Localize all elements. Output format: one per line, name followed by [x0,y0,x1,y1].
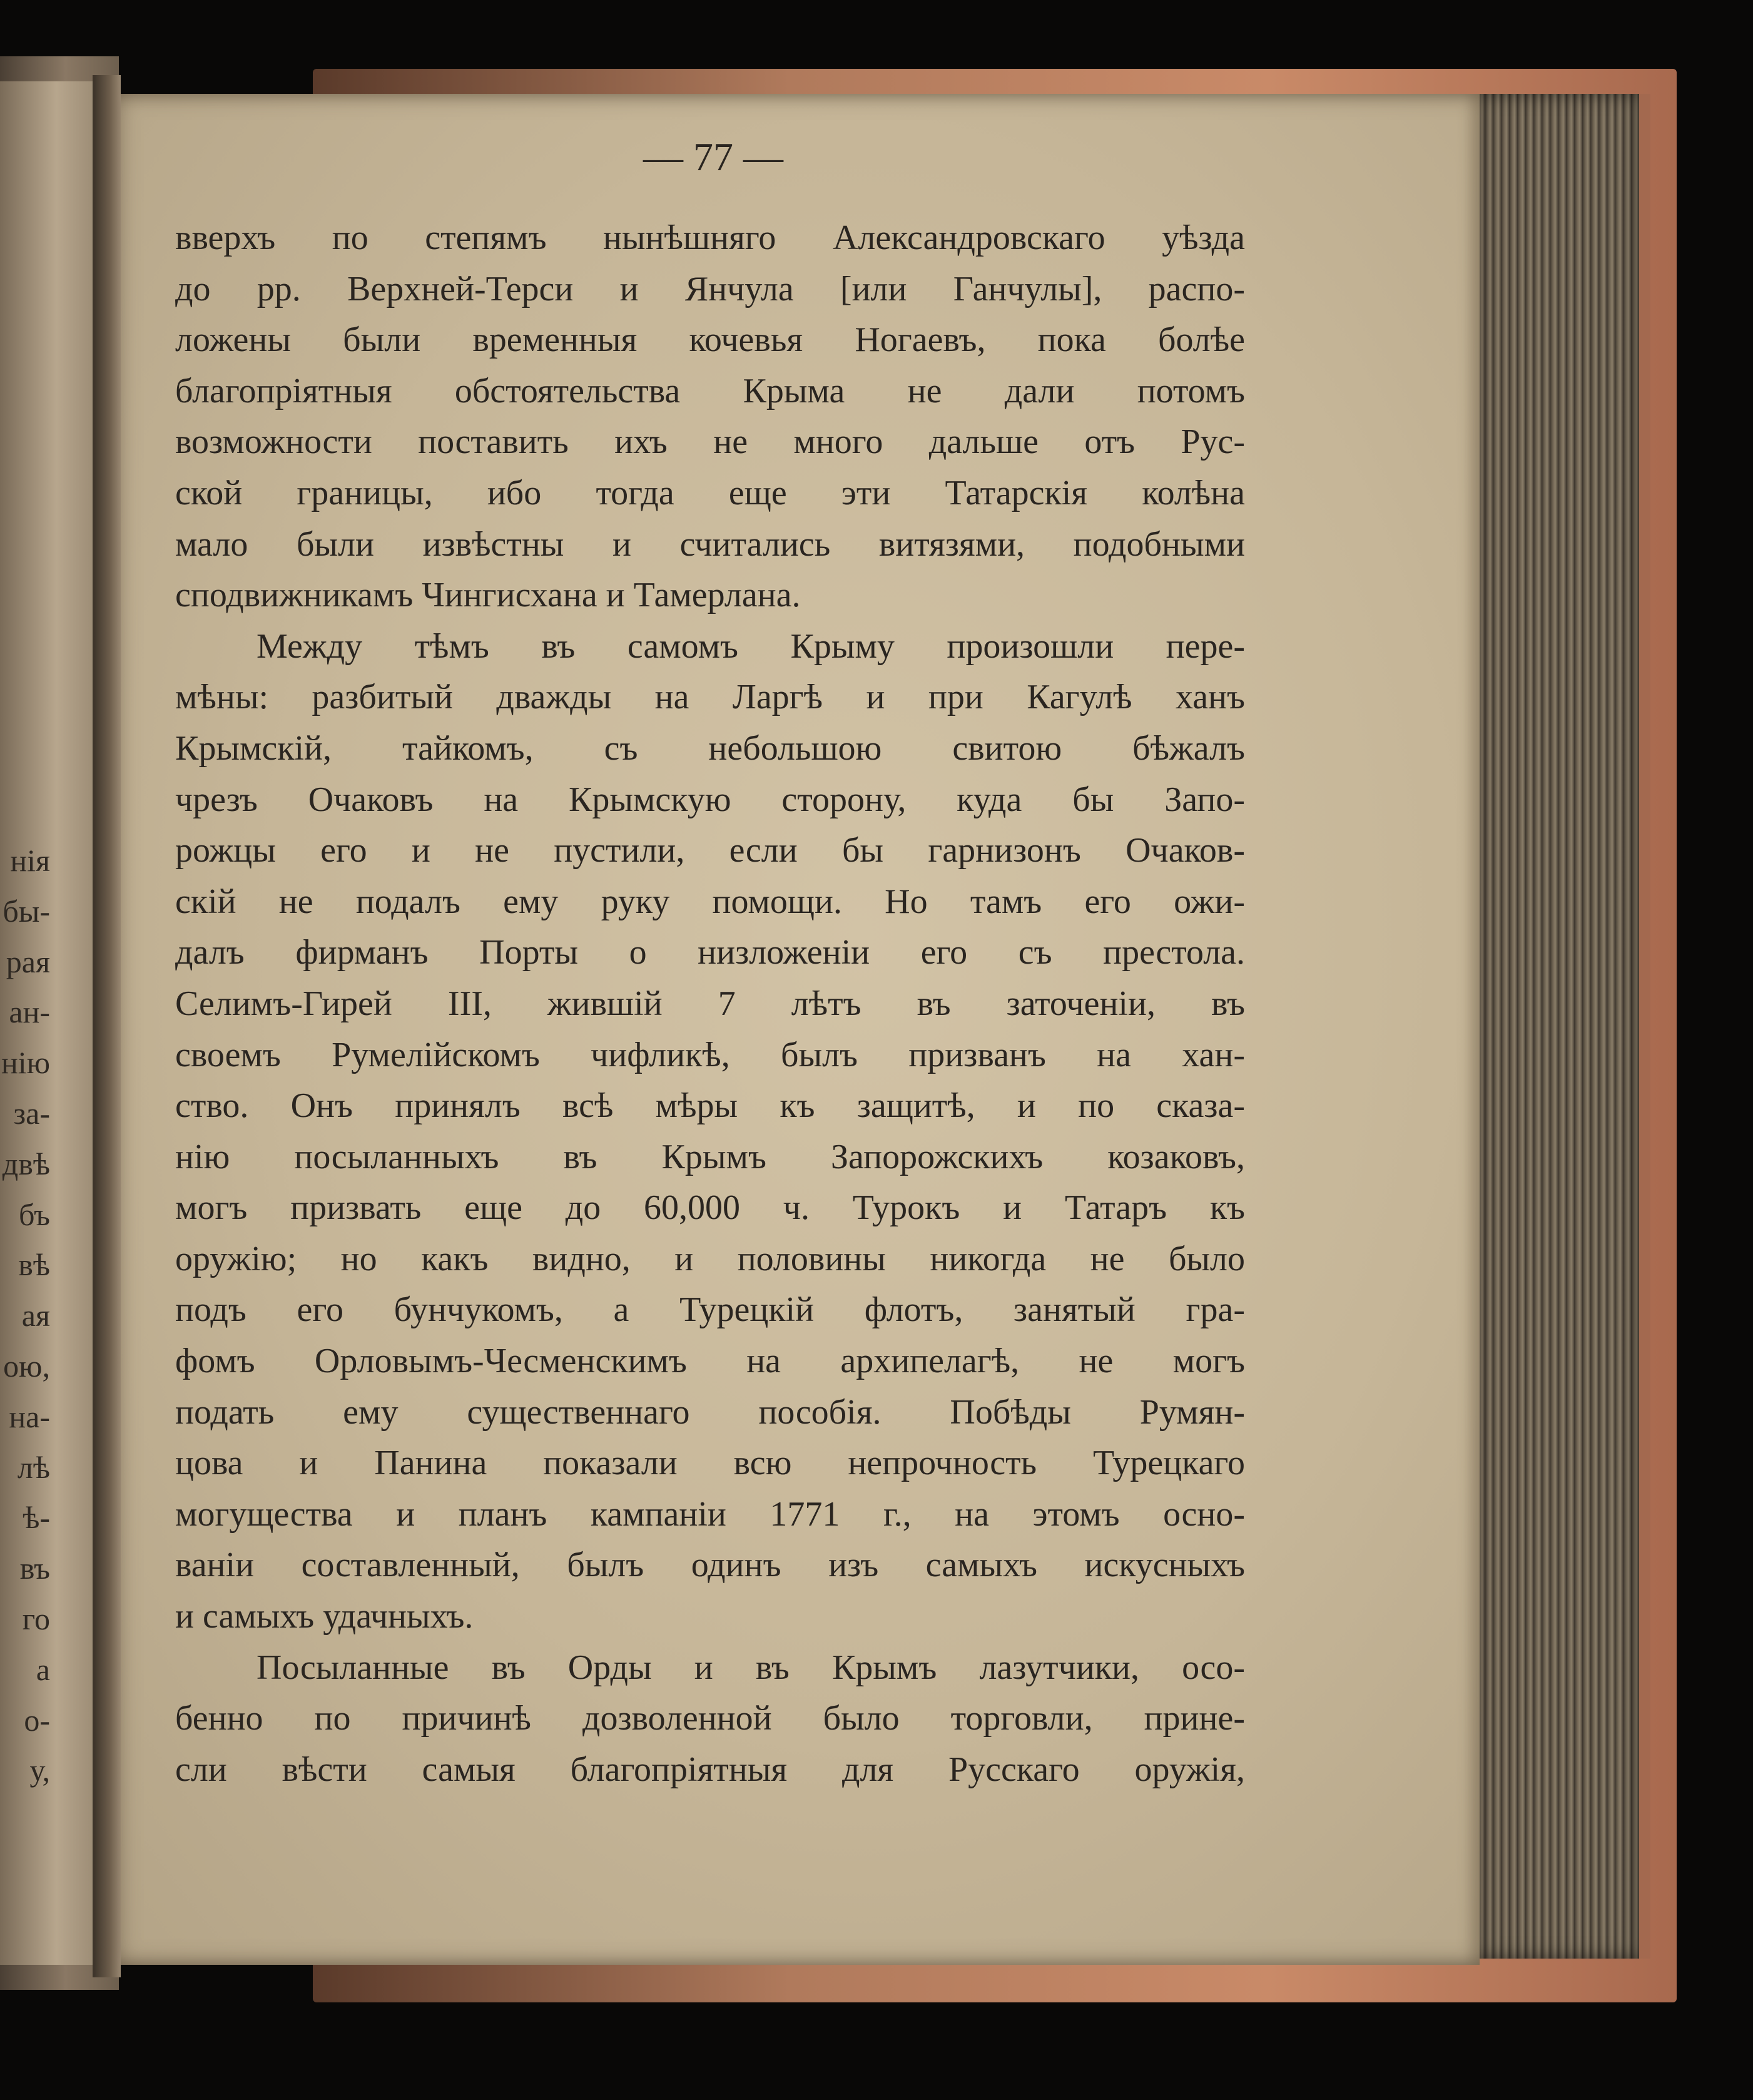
text-line: ваніи составленный, былъ одинъ изъ самыхъ искусныхъ [175,1546,1245,1585]
left-page-fragment: за- [13,1095,50,1131]
text-line: мало были извѣстны и считались витязями, подобными [175,524,1245,564]
text-line: Между тѣмъ въ самомъ Крыму произошли пере- [257,626,1245,666]
left-page-fragment: лѣ [17,1449,50,1485]
text-line: рожцы его и не пустили, если бы гарнизонъ Очаков- [175,831,1245,870]
left-page-text-fragments [0,835,50,1796]
left-page-fragment: бъ [18,1196,50,1232]
left-page-fragment: о- [24,1702,50,1738]
text-line: Посыланные въ Орды и въ Крымъ лазутчики, осо- [257,1648,1245,1687]
left-page-fragment: вѣ [18,1247,50,1283]
left-page-fragment: ан- [9,994,50,1030]
left-page-fragment: на- [9,1399,50,1434]
text-line: Селимъ-Гирей III, жившій 7 лѣтъ въ заточеніи, въ [175,984,1245,1023]
left-page-fragment: у, [29,1753,50,1788]
text-line: подать ему существеннаго пособія. Побѣды Румян- [175,1392,1245,1432]
page-body-text [175,213,1245,1795]
text-line: Крымскій, тайкомъ, съ небольшою свитою бѣжалъ [175,728,1245,768]
left-page-fragment: а [36,1651,50,1687]
left-page-fragment: го [22,1601,50,1636]
text-line: могущества и планъ кампаніи 1771 г., на этомъ осно- [175,1494,1245,1534]
book-gutter [93,75,121,1977]
text-line: нію посыланныхъ въ Крымъ Запорожскихъ козаковъ, [175,1137,1245,1176]
text-line: вверхъ по степямъ нынѣшняго Александровскаго уѣзда [175,218,1245,257]
text-line: бенно по причинѣ дозволенной было торговли, прине- [175,1699,1245,1738]
page-number: — 77 — [643,135,783,179]
left-page-fragment: бы- [3,893,50,929]
left-page-fragment: ою, [3,1348,50,1384]
page-edges [1476,94,1650,1959]
text-line: благопріятныя обстоятельства Крыма не дали потомъ [175,371,1245,410]
text-line: могъ призвать еще до 60,000 ч. Турокъ и Татаръ къ [175,1188,1245,1228]
text-line: сподвижникамъ Чингисхана и Тамерлана. [175,576,801,615]
left-page [0,81,94,1965]
text-line: чрезъ Очаковъ на Крымскую сторону, куда бы Запо- [175,780,1245,819]
text-line: сли вѣсти самыя благопріятныя для Русскаго оружія, [175,1750,1245,1789]
text-line: оружію; но какъ видно, и половины никогда не было [175,1239,1245,1278]
left-page-fragment: ая [21,1298,50,1333]
left-page-fragment: нію [1,1045,50,1081]
text-line: скій не подалъ ему руку помощи. Но тамъ его ожи- [175,882,1245,921]
text-line: далъ фирманъ Порты о низложеніи его съ престола. [175,933,1245,972]
left-page-fragment: двѣ [2,1146,50,1181]
text-line: ложены были временныя кочевья Ногаевъ, пока болѣе [175,320,1245,360]
left-page-fragment: нія [10,843,50,878]
text-line: и самыхъ удачныхъ. [175,1597,474,1636]
text-line: ство. Онъ принялъ всѣ мѣры къ защитѣ, и по сказа- [175,1086,1245,1126]
left-page-fragment: въ [19,1551,50,1586]
text-line: возможности поставить ихъ не много дальше отъ Рус- [175,422,1245,462]
text-line: мѣны: разбитый дважды на Ларгѣ и при Кагулѣ ханъ [175,678,1245,717]
text-line: ской границы, ибо тогда еще эти Татарскія колѣна [175,473,1245,512]
text-line: до рр. Верхней-Терси и Янчула [или Ганчулы], распо- [175,269,1245,308]
text-line: фомъ Орловымъ-Чесменскимъ на архипелагѣ, не могъ [175,1342,1245,1381]
text-line: своемъ Румелійскомъ чифликѣ, былъ призванъ на хан- [175,1035,1245,1074]
text-line: подъ его бунчукомъ, а Турецкій флотъ, занятый гра- [175,1290,1245,1330]
left-page-fragment: ѣ- [23,1500,50,1536]
text-line: цова и Панина показали всю непрочность Турецкаго [175,1444,1245,1483]
left-page-fragment: рая [6,944,50,979]
